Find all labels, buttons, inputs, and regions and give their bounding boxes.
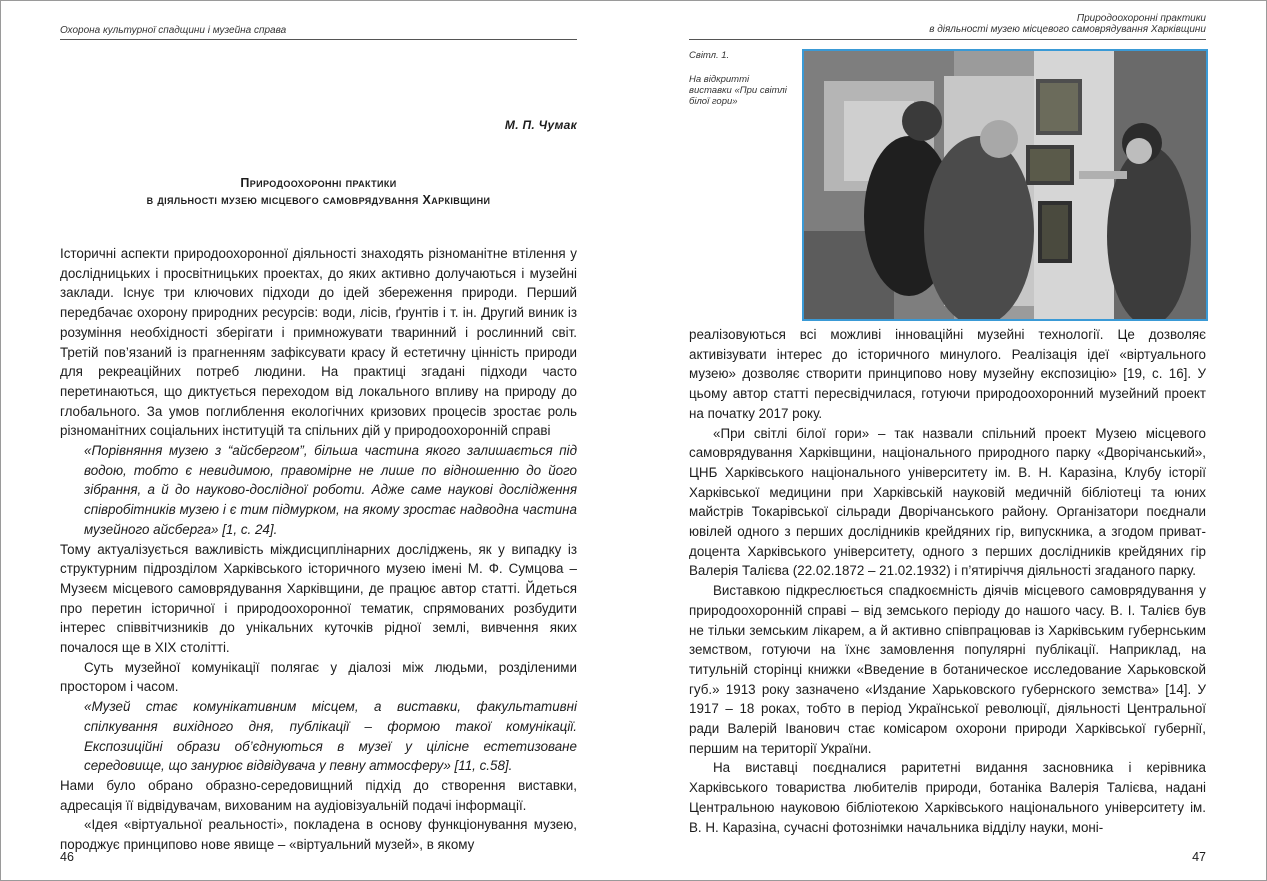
photo-caption-label: Світл. 1.	[689, 50, 730, 61]
quote-paragraph: «Музей стає комунікативним місцем, а виставки, факультативні спілкування вихідного дня, публікації – формою такої комунікації. Експозиційні образи об’єднуються в музеї у цілісне естетизоване середовище, що занурює відвідувача у певну атмосферу» [11, с.58].	[84, 699, 577, 774]
photo-caption	[689, 50, 789, 107]
running-head-line-1: Природоохоронні практики	[1076, 13, 1206, 24]
paragraph: На виставці поєдналися раритетні видання засновника і керівника Харківського товариства любителів природи, ботаніка Валерія Талієва, надані Центральною науковою бібліотекою Харківського національного університету ім. В. Н. Каразіна, сучасні фотознімки начальника відділу науки, моні-	[689, 760, 1206, 835]
article-body	[60, 244, 577, 855]
paragraph: Нами було обрано образно-середовищний підхід до створення виставки, адресація її відвідувачам, вихованим на аудіовізуальній подачі інформації.	[60, 777, 577, 813]
paragraph: «При світлі білої гори» – так назвали спільний проект Музею місцевого самоврядування Харківщини, національного природного парку «Дворічанський», ЦНБ Харківського національного університету ім. В. Н. Каразіна, Клубу історії Харківської медицини при Харківській науковій медичній бібліотеці та юних майстрів Токарівської сільради Дворічанського району. Організатори поєднали ювілей одного з перших дослідників крейдяних гір, випускника, а згодом приват-доцента Харківського університету, одного з перших дослідників крейдяних гір Валерія Талієва (22.02.1872 – 21.02.1932) і п’ятиріччя діяльності згаданого парку.	[689, 425, 1206, 579]
running-head	[689, 13, 1206, 35]
article-title	[60, 175, 577, 209]
page-number: 46	[60, 850, 74, 864]
paragraph: Виставкою підкреслюється спадкоємність діячів місцевого самоврядування у природоохоронній справі – від земського періоду до нашого часу. В. І. Талієв був не тільки земським лікарем, а й активно співпрацював із Харківським губернським земством, готуючи на їхнє замовлення популярні публікації. Наприклад, на титульній сторінці книжки «Введение в ботаническое исследование Харьковской губ.» 1913 року зазначено «Издание Харьковского губернского земства» [14]. У 1917 – 18 роках, тобто в період Української революції, діяльності Центральної ради Валерій Іванович стає комісаром охорони природи Харківської губернії, першим на території України.	[689, 583, 1206, 756]
paragraph: «Ідея «віртуальної реальності», покладена в основу функціонування музею, породжує принципово нове явище – «віртуальний музей», в якому	[60, 817, 577, 853]
article-title-line-2: в діяльності музею місцевого самоврядування Харківщини	[146, 193, 491, 207]
paragraph: реалізовуються всі можливі інноваційні музейні технології. Це дозволяє активізувати інтерес до історичного минулого. Реалізація ідеї «віртуального музею» дозволяє створити принципово нову музейну експозицію» [19, с. 16]. У цьому автор статті пересвідчилася, готуючи природоохоронний музейний проект на початку 2017 року.	[689, 327, 1206, 421]
left-page	[60, 0, 577, 881]
quote-paragraph: «Порівняння музею з “айсбергом”, більша частина якого залишається під водою, тобто є невидимою, правомірне не лише по відношенню до його зібрання, а й до науково-дослідної роботи. Адже саме наукові дослідження співробітників музею і є тим підмурком, на якому зростає надводна частина музейного айсберга» [1, с. 24].	[84, 443, 577, 537]
running-head-line-2: в діяльності музею місцевого самоврядування Харківщини	[929, 24, 1206, 35]
paragraph: Історичні аспекти природоохоронної діяльності знаходять різноманітне втілення у дослідницьких і просвітницьких проектах, до яких активно долучаються і музейні заклади. Існує три ключових підходи до ідей збереження природи. Перший передбачає охорону природних ресурсів: води, лісів, ґрунтів і т. ін. Другий виник із розуміння необхідності зберігати і примножувати тваринний і рослинний світ. Третій пов’язаний із прагненням зафіксувати красу й естетичну цінність природи для рекреаційних потреб людини. На практиці згадані підходи часто перетинаються, що диктується переходом від локального впливу на природу до глобального. За умов поглиблення екологічних кризових процесів зростає роль різноманітних соціальних інституцій та спільних дій у природоохоронній справі	[60, 246, 577, 439]
running-head: Охорона культурної спадщини і музейна справа	[60, 25, 287, 36]
right-page	[689, 0, 1206, 881]
header-rule	[60, 39, 577, 40]
article-title-line-1: Природоохоронні практики	[240, 176, 397, 190]
paragraph: Тому актуалізується важливість міждисциплінарних досліджень, як у випадку із структурним підрозділом Харківського історичного музею імені М. Ф. Сумцова – Музеєм місцевого самоврядування Харківщини, де працює автор статті. Йдеться про перетин історичної і природоохоронної тематик, спрямованих розбудити інтерес співвітчизників до унікальних куточків рідної землі, вивчення яких почалося ще в XIX столітті.	[60, 541, 577, 656]
exhibition-photo-image	[804, 51, 1206, 319]
paragraph: Суть музейної комунікації полягає у діалозі між людьми, розділеними простором і часом.	[60, 659, 577, 695]
article-author: М. П. Чумак	[504, 118, 577, 132]
header-rule	[689, 39, 1206, 40]
article-body	[689, 325, 1206, 837]
exhibition-photo	[802, 49, 1208, 321]
photo-caption-text: На відкритті виставки «При світлі білої гори»	[689, 74, 787, 107]
page-number: 47	[1192, 850, 1206, 864]
